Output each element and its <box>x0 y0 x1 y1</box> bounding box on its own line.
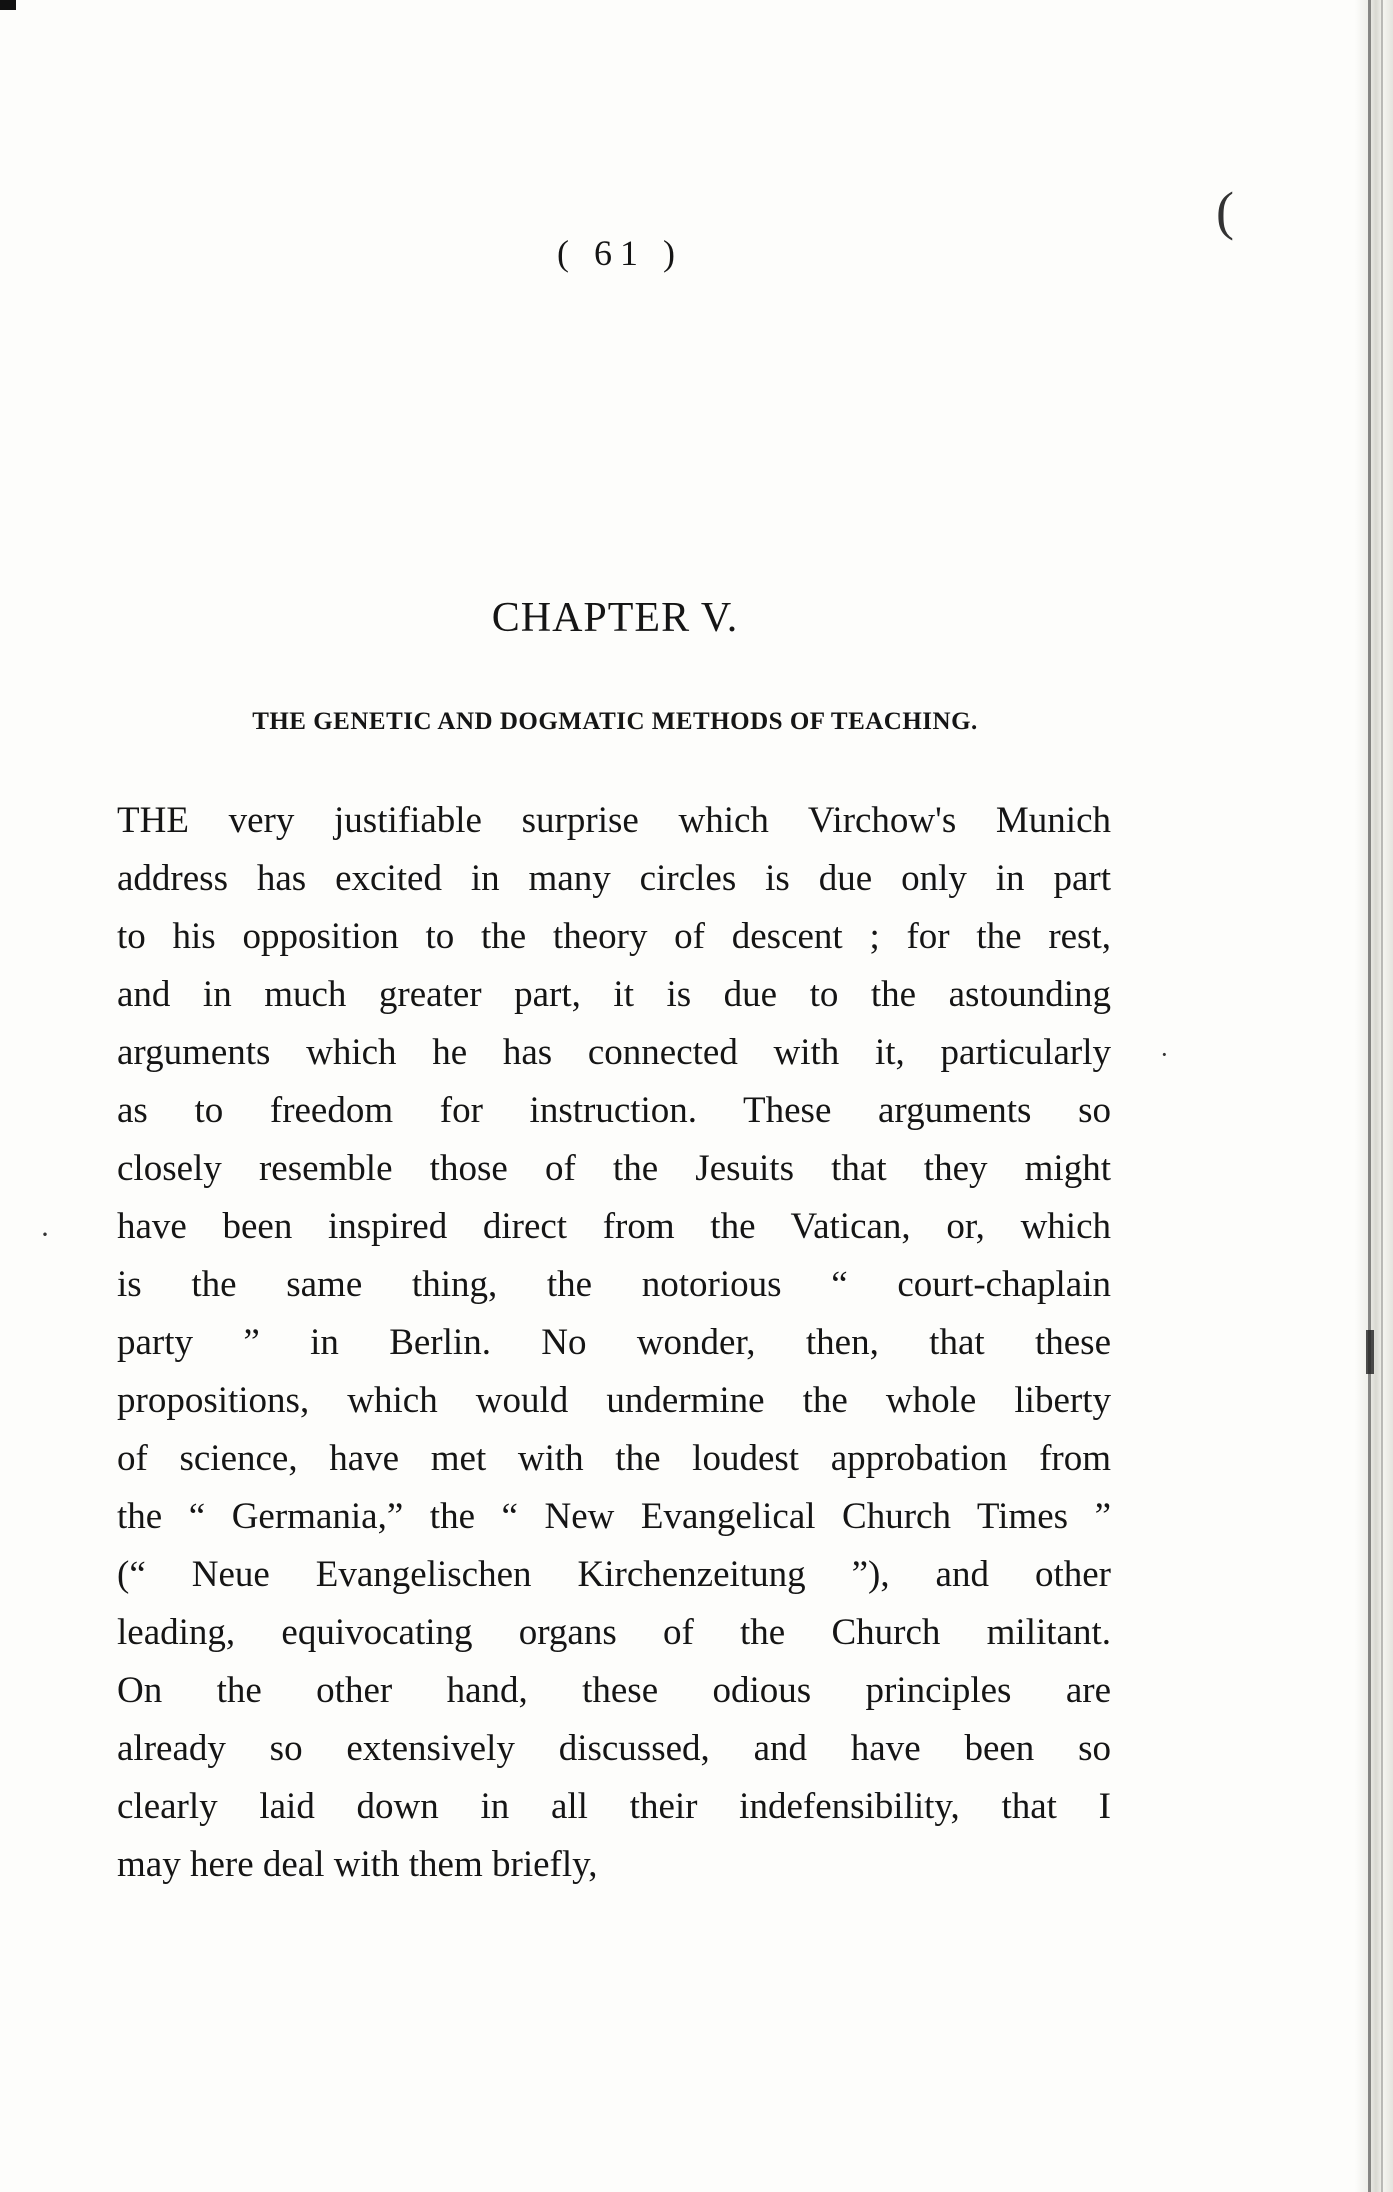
text-line: clearly laid down in all their indefensibility, that I <box>117 1786 1111 1827</box>
text-line: the “ Germania,” the “ New Evangelical Church Times ” <box>117 1496 1111 1537</box>
text-line: and in much greater part, it is due to the astounding <box>117 974 1111 1015</box>
text-line: closely resemble those of the Jesuits that they might <box>117 1148 1111 1189</box>
text-line: to his opposition to the theory of descent ; for the rest, <box>117 916 1111 957</box>
page-number: ( 61 ) <box>557 233 683 273</box>
text-line: address has excited in many circles is due only in part <box>117 858 1111 899</box>
text-line: On the other hand, these odious principles are <box>117 1670 1111 1711</box>
text-line: leading, equivocating organs of the Church militant. <box>117 1612 1111 1653</box>
text-line: propositions, which would undermine the whole liberty <box>117 1380 1111 1421</box>
binding-line <box>1368 0 1371 2192</box>
stray-dot-mark: · <box>1160 1040 1169 1069</box>
text-line: THE very justifiable surprise which Virchow's Munich <box>117 800 1111 841</box>
text-line: have been inspired direct from the Vatican, or, which <box>117 1206 1111 1247</box>
stray-dot-mark: · <box>40 1218 50 1251</box>
stray-bracket-mark: ( <box>1216 181 1234 241</box>
body-paragraph <box>117 792 1111 1894</box>
binding-line-secondary <box>1381 0 1383 2192</box>
text-line: (“ Neue Evangelischen Kirchenzeitung ”), and other <box>117 1554 1111 1595</box>
binding-mark <box>1366 1330 1374 1374</box>
text-line: is the same thing, the notorious “ court-chaplain <box>117 1264 1111 1305</box>
page-binding-edge <box>1355 0 1393 2192</box>
section-title: THE GENETIC AND DOGMATIC METHODS OF TEACHING. <box>252 708 978 735</box>
text-line: arguments which he has connected with it, particularly <box>117 1032 1111 1073</box>
text-line: of science, have met with the loudest approbation from <box>117 1438 1111 1479</box>
scan-corner-mark <box>0 0 16 10</box>
text-line: already so extensively discussed, and have been so <box>117 1728 1111 1769</box>
text-line: as to freedom for instruction. These arguments so <box>117 1090 1111 1131</box>
text-line: party ” in Berlin. No wonder, then, that these <box>117 1322 1111 1363</box>
chapter-title: CHAPTER V. <box>491 595 739 641</box>
text-line: may here deal with them briefly, <box>117 1844 598 1885</box>
